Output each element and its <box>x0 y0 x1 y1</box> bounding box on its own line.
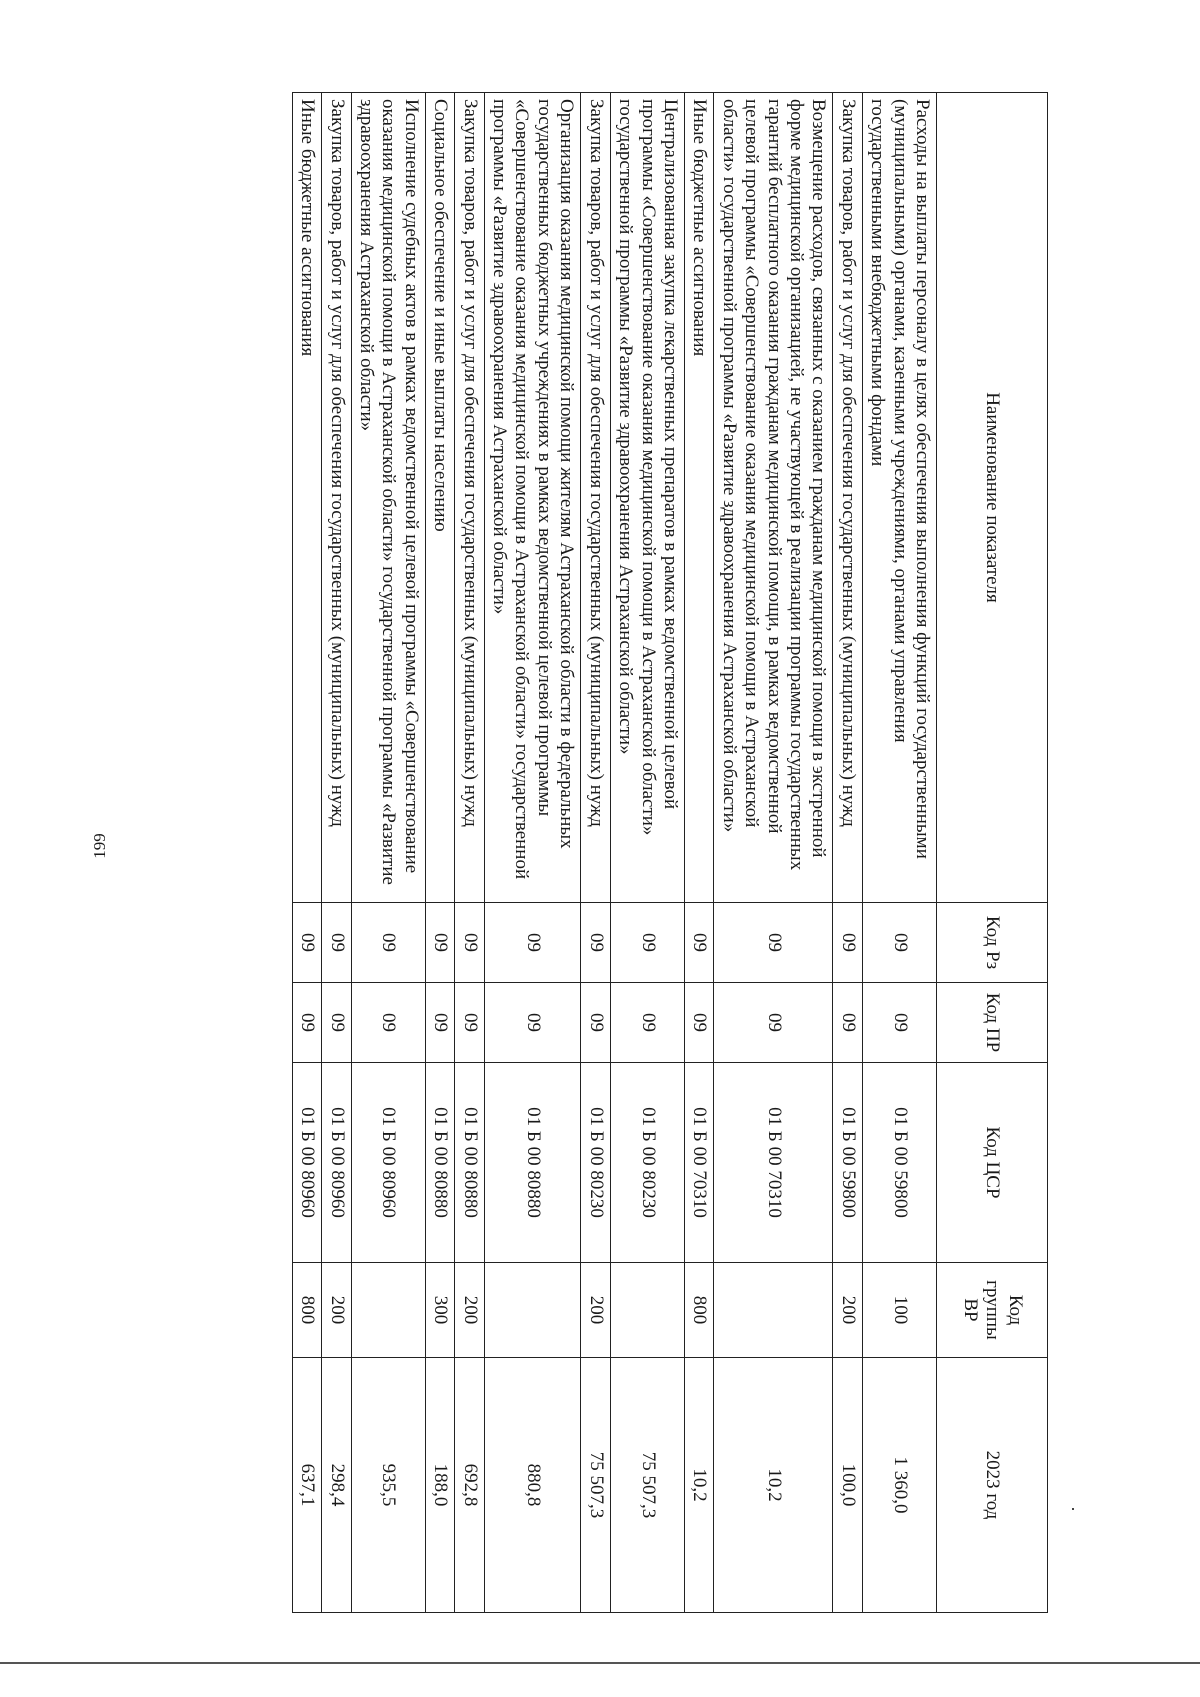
cell-rz: 09 <box>351 903 425 983</box>
cell-rz: 09 <box>455 903 484 983</box>
cell-pr: 09 <box>351 983 425 1063</box>
cell-vr <box>610 1263 684 1358</box>
cell-name: Исполнение судебных актов в рамках ведомственной целевой программы «Совершенствование оказания медицинской помощи в Астраханской области» государственной программы «Развитие здравоохранения Астраханской области» <box>351 93 425 903</box>
cell-rz: 09 <box>581 903 610 983</box>
cell-pr: 09 <box>581 983 610 1063</box>
cell-vr: 200 <box>833 1263 862 1358</box>
cell-pr: 09 <box>684 983 713 1063</box>
cell-vr <box>714 1263 833 1358</box>
cell-amount: 10,2 <box>684 1358 713 1613</box>
header-pr: Код ПР <box>937 983 1048 1063</box>
cell-amount: 10,2 <box>714 1358 833 1613</box>
cell-name: Возмещение расходов, связанных с оказанием гражданам медицинской помощи в экстренной форме медицинской организацией, не участвующей в реализации программы государственных гарантий бесплатного оказания гражданам медицинской помощи, в рамках ведомственной целевой программы «Совершенствование оказания медицинской помощи в Астраханской области» государственной программы «Развитие здравоохранения Астраханской области» <box>714 93 833 903</box>
table-row <box>322 93 351 1613</box>
cell-csr: 01 Б 00 80230 <box>610 1063 684 1263</box>
table-row <box>292 93 321 1613</box>
cell-csr: 01 Б 00 80880 <box>455 1063 484 1263</box>
cell-name: Закупка товаров, работ и услуг для обеспечения государственных (муниципальных) нужд <box>581 93 610 903</box>
table-row <box>714 93 833 1613</box>
cell-amount: 188,0 <box>425 1358 454 1613</box>
bottom-rule <box>0 1662 1200 1664</box>
cell-amount: 637,1 <box>292 1358 321 1613</box>
table-row <box>455 93 484 1613</box>
cell-amount: 75 507,3 <box>610 1358 684 1613</box>
cell-name: Социальное обеспечение и иные выплаты населению <box>425 93 454 903</box>
cell-vr: 800 <box>292 1263 321 1358</box>
cell-rz: 09 <box>833 903 862 983</box>
cell-name: Иные бюджетные ассигнования <box>684 93 713 903</box>
cell-pr: 09 <box>862 983 936 1063</box>
table-row <box>581 93 610 1613</box>
cell-pr: 09 <box>425 983 454 1063</box>
cell-csr: 01 Б 00 70310 <box>684 1063 713 1263</box>
header-csr: Код ЦСР <box>937 1063 1048 1263</box>
cell-csr: 01 Б 00 80960 <box>292 1063 321 1263</box>
cell-amount: 692,8 <box>455 1358 484 1613</box>
cell-amount: 100,0 <box>833 1358 862 1613</box>
cell-csr: 01 Б 00 80960 <box>322 1063 351 1263</box>
cell-pr: 09 <box>322 983 351 1063</box>
cell-pr: 09 <box>484 983 581 1063</box>
header-rz: Код Рз <box>937 903 1048 983</box>
header-row <box>937 93 1048 1613</box>
cell-amount: 298,4 <box>322 1358 351 1613</box>
cell-vr <box>484 1263 581 1358</box>
budget-table <box>292 92 1048 1613</box>
cell-amount: 75 507,3 <box>581 1358 610 1613</box>
rotated-table-wrapper <box>148 92 1048 1612</box>
cell-csr: 01 Б 00 59800 <box>862 1063 936 1263</box>
cell-vr: 800 <box>684 1263 713 1358</box>
cell-rz: 09 <box>610 903 684 983</box>
scan-speck <box>1072 1508 1074 1510</box>
cell-name: Иные бюджетные ассигнования <box>292 93 321 903</box>
table-row <box>610 93 684 1613</box>
cell-name: Централизованная закупка лекарственных препаратов в рамках ведомственной целевой программы «Совершенствование оказания медицинской помощи в Астраханской области» государственной программы «Развитие здравоохранения Астраханской области» <box>610 93 684 903</box>
page-number: 199 <box>90 833 109 859</box>
cell-rz: 09 <box>425 903 454 983</box>
cell-csr: 01 Б 00 80880 <box>484 1063 581 1263</box>
table-row <box>484 93 581 1613</box>
cell-csr: 01 Б 00 59800 <box>833 1063 862 1263</box>
cell-pr: 09 <box>455 983 484 1063</box>
cell-pr: 09 <box>833 983 862 1063</box>
cell-rz: 09 <box>292 903 321 983</box>
cell-pr: 09 <box>714 983 833 1063</box>
cell-vr: 200 <box>455 1263 484 1358</box>
table-row <box>862 93 936 1613</box>
table-row <box>684 93 713 1613</box>
cell-name: Закупка товаров, работ и услуг для обеспечения государственных (муниципальных) нужд <box>455 93 484 903</box>
cell-csr: 01 Б 00 80880 <box>425 1063 454 1263</box>
cell-vr <box>351 1263 425 1358</box>
cell-amount: 935,5 <box>351 1358 425 1613</box>
header-year: 2023 год <box>937 1358 1048 1613</box>
cell-amount: 880,8 <box>484 1358 581 1613</box>
header-vr: Код группы ВР <box>937 1263 1048 1358</box>
cell-pr: 09 <box>292 983 321 1063</box>
cell-rz: 09 <box>862 903 936 983</box>
cell-name: Расходы на выплаты персоналу в целях обеспечения выполнения функций государственными (муниципальными) органами, казенными учреждениями, органами управления государственными внебюджетными фондами <box>862 93 936 903</box>
cell-name: Закупка товаров, работ и услуг для обеспечения государственных (муниципальных) нужд <box>833 93 862 903</box>
cell-csr: 01 Б 00 80230 <box>581 1063 610 1263</box>
cell-csr: 01 Б 00 80960 <box>351 1063 425 1263</box>
table-row <box>833 93 862 1613</box>
cell-rz: 09 <box>322 903 351 983</box>
cell-rz: 09 <box>684 903 713 983</box>
cell-amount: 1 360,0 <box>862 1358 936 1613</box>
cell-pr: 09 <box>610 983 684 1063</box>
cell-vr: 300 <box>425 1263 454 1358</box>
cell-vr: 100 <box>862 1263 936 1358</box>
cell-csr: 01 Б 00 70310 <box>714 1063 833 1263</box>
cell-name: Организация оказания медицинской помощи жителям Астраханской области в федеральных государственных бюджетных учреждениях в рамках ведомственной целевой программы «Совершенствование оказания медицинской помощи в Астраханской области» государственной программы «Развитие здравоохранения Астраханской области» <box>484 93 581 903</box>
cell-vr: 200 <box>581 1263 610 1358</box>
table-row <box>425 93 454 1613</box>
cell-rz: 09 <box>714 903 833 983</box>
cell-rz: 09 <box>484 903 581 983</box>
cell-vr: 200 <box>322 1263 351 1358</box>
header-name: Наименование показателя <box>937 93 1048 903</box>
table-row <box>351 93 425 1613</box>
cell-name: Закупка товаров, работ и услуг для обеспечения государственных (муниципальных) нужд <box>322 93 351 903</box>
